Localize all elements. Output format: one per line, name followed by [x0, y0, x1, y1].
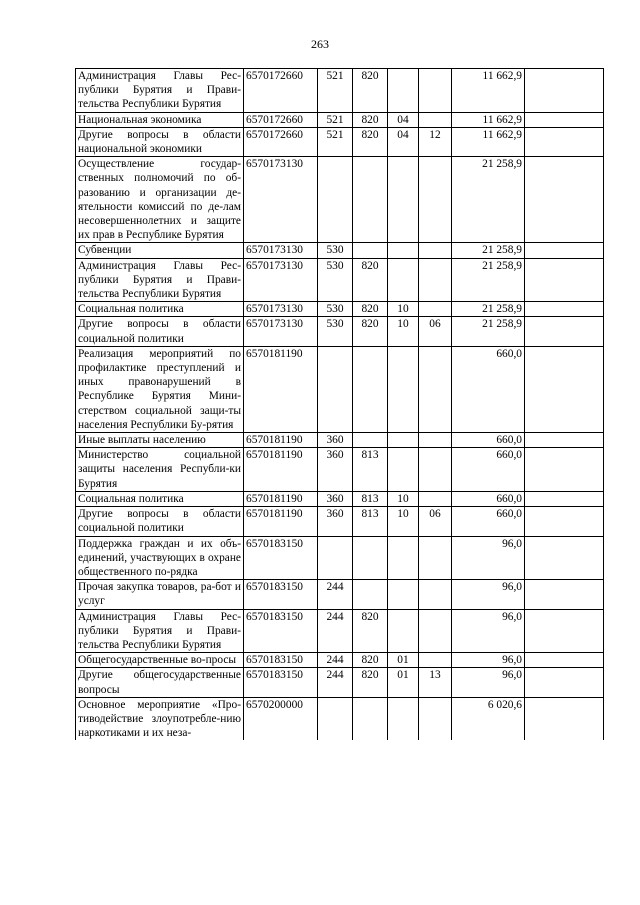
row-grbs-cell: 820 [353, 127, 388, 156]
row-pr-cell [419, 609, 452, 653]
row-code-cell: 6570181190 [244, 507, 318, 536]
row-amount-cell: 96,0 [452, 668, 525, 697]
row-amount-cell: 21 258,9 [452, 157, 525, 243]
row-amount-cell: 96,0 [452, 653, 525, 668]
row-amount-cell: 660,0 [452, 507, 525, 536]
table-row [76, 433, 604, 448]
row-extra-cell [525, 668, 604, 697]
row-code-cell: 6570183150 [244, 609, 318, 653]
row-code-cell: 6570173130 [244, 243, 318, 258]
row-extra-cell [525, 653, 604, 668]
row-extra-cell [525, 243, 604, 258]
row-extra-cell [525, 536, 604, 580]
row-grbs-cell: 820 [353, 69, 388, 113]
row-rz-cell [388, 243, 419, 258]
row-name-cell: Администрация Главы Рес-публики Бурятия и Прави-тельства Республики Бурятия [76, 609, 244, 653]
row-pr-cell: 06 [419, 317, 452, 346]
table-row [76, 258, 604, 302]
row-name-cell: Другие вопросы в области национальной экономики [76, 127, 244, 156]
row-vr-cell: 530 [318, 317, 353, 346]
row-grbs-cell [353, 157, 388, 243]
row-grbs-cell: 820 [353, 668, 388, 697]
row-rz-cell: 10 [388, 317, 419, 346]
row-grbs-cell [353, 243, 388, 258]
page-number: 263 [311, 37, 329, 51]
row-rz-cell: 01 [388, 668, 419, 697]
row-grbs-cell: 820 [353, 653, 388, 668]
row-amount-cell: 660,0 [452, 433, 525, 448]
row-grbs-cell [353, 580, 388, 609]
table-row [76, 536, 604, 580]
row-pr-cell [419, 433, 452, 448]
row-pr-cell [419, 258, 452, 302]
row-name-cell: Поддержка граждан и их объ-единений, участвующих в охране общественного по-рядка [76, 536, 244, 580]
row-rz-cell [388, 448, 419, 492]
table-row [76, 580, 604, 609]
row-amount-cell: 6 020,6 [452, 697, 525, 740]
row-vr-cell: 244 [318, 580, 353, 609]
row-name-cell: Субвенции [76, 243, 244, 258]
row-grbs-cell [353, 433, 388, 448]
row-rz-cell [388, 258, 419, 302]
row-extra-cell [525, 317, 604, 346]
row-vr-cell [318, 346, 353, 432]
row-vr-cell: 521 [318, 127, 353, 156]
row-pr-cell [419, 653, 452, 668]
row-pr-cell [419, 491, 452, 506]
row-pr-cell [419, 536, 452, 580]
row-rz-cell: 04 [388, 112, 419, 127]
row-code-cell: 6570172660 [244, 112, 318, 127]
row-pr-cell [419, 112, 452, 127]
row-extra-cell [525, 609, 604, 653]
row-amount-cell: 21 258,9 [452, 317, 525, 346]
row-rz-cell: 10 [388, 491, 419, 506]
table-row [76, 157, 604, 243]
row-rz-cell [388, 433, 419, 448]
row-name-cell: Прочая закупка товаров, ра-бот и услуг [76, 580, 244, 609]
row-name-cell: Национальная экономика [76, 112, 244, 127]
row-extra-cell [525, 69, 604, 113]
row-vr-cell [318, 157, 353, 243]
row-extra-cell [525, 433, 604, 448]
row-name-cell: Министерство социальной защиты населения Республи-ки Бурятия [76, 448, 244, 492]
row-code-cell: 6570172660 [244, 127, 318, 156]
row-extra-cell [525, 491, 604, 506]
row-grbs-cell: 820 [353, 258, 388, 302]
table-row [76, 302, 604, 317]
row-vr-cell: 360 [318, 491, 353, 506]
row-rz-cell: 10 [388, 507, 419, 536]
row-code-cell: 6570173130 [244, 258, 318, 302]
row-extra-cell [525, 448, 604, 492]
table-row [76, 609, 604, 653]
row-extra-cell [525, 507, 604, 536]
row-extra-cell [525, 258, 604, 302]
row-rz-cell [388, 157, 419, 243]
row-grbs-cell [353, 697, 388, 740]
row-grbs-cell: 813 [353, 507, 388, 536]
row-rz-cell: 04 [388, 127, 419, 156]
row-pr-cell: 12 [419, 127, 452, 156]
row-grbs-cell: 820 [353, 302, 388, 317]
row-name-cell: Социальная политика [76, 302, 244, 317]
row-name-cell: Реализация мероприятий по профилактике преступлений и иных правонарушений в Республике Бурятия Мини-стерством социальной защи-ты населения Республики Бу-рятия [76, 346, 244, 432]
table-row [76, 448, 604, 492]
row-code-cell: 6570173130 [244, 317, 318, 346]
row-extra-cell [525, 127, 604, 156]
row-rz-cell [388, 697, 419, 740]
row-pr-cell [419, 580, 452, 609]
row-grbs-cell: 820 [353, 112, 388, 127]
row-pr-cell [419, 697, 452, 740]
row-vr-cell: 244 [318, 609, 353, 653]
row-code-cell: 6570200000 [244, 697, 318, 740]
row-code-cell: 6570183150 [244, 536, 318, 580]
row-amount-cell: 21 258,9 [452, 302, 525, 317]
row-grbs-cell: 820 [353, 317, 388, 346]
row-rz-cell [388, 580, 419, 609]
table-row [76, 697, 604, 740]
row-rz-cell [388, 69, 419, 113]
table-row [76, 112, 604, 127]
row-name-cell: Осуществление государ-ственных полномочий по об-разованию и организации де-ятельности комиссий по де-лам несовершеннолетних и защите их прав в Республике Бурятия [76, 157, 244, 243]
row-name-cell: Администрация Главы Рес-публики Бурятия и Прави-тельства Республики Бурятия [76, 258, 244, 302]
row-name-cell: Общегосударственные во-просы [76, 653, 244, 668]
row-grbs-cell: 820 [353, 609, 388, 653]
row-code-cell: 6570181190 [244, 433, 318, 448]
row-name-cell: Иные выплаты населению [76, 433, 244, 448]
row-vr-cell: 360 [318, 433, 353, 448]
row-amount-cell: 11 662,9 [452, 112, 525, 127]
row-code-cell: 6570183150 [244, 580, 318, 609]
row-vr-cell: 530 [318, 243, 353, 258]
row-extra-cell [525, 157, 604, 243]
row-pr-cell [419, 69, 452, 113]
row-extra-cell [525, 697, 604, 740]
row-pr-cell: 13 [419, 668, 452, 697]
row-code-cell: 6570172660 [244, 69, 318, 113]
table-row [76, 507, 604, 536]
row-rz-cell [388, 609, 419, 653]
row-vr-cell: 244 [318, 653, 353, 668]
table-row [76, 69, 604, 113]
table-row [76, 668, 604, 697]
row-amount-cell: 21 258,9 [452, 258, 525, 302]
row-vr-cell [318, 536, 353, 580]
row-amount-cell: 96,0 [452, 609, 525, 653]
row-name-cell: Социальная политика [76, 491, 244, 506]
row-code-cell: 6570181190 [244, 346, 318, 432]
row-name-cell: Основное мероприятие «Про-тиводействие злоупотребле-нию наркотиками и их неза- [76, 697, 244, 740]
row-amount-cell: 660,0 [452, 448, 525, 492]
row-name-cell: Другие общегосударственные вопросы [76, 668, 244, 697]
row-code-cell: 6570173130 [244, 302, 318, 317]
row-vr-cell: 360 [318, 448, 353, 492]
row-pr-cell: 06 [419, 507, 452, 536]
row-amount-cell: 11 662,9 [452, 127, 525, 156]
row-name-cell: Администрация Главы Рес-публики Бурятия и Прави-тельства Республики Бурятия [76, 69, 244, 113]
row-extra-cell [525, 580, 604, 609]
row-name-cell: Другие вопросы в области социальной политики [76, 507, 244, 536]
row-code-cell: 6570181190 [244, 491, 318, 506]
row-extra-cell [525, 302, 604, 317]
budget-table [75, 68, 604, 740]
row-grbs-cell: 813 [353, 448, 388, 492]
table-row [76, 243, 604, 258]
row-pr-cell [419, 302, 452, 317]
row-vr-cell [318, 697, 353, 740]
row-amount-cell: 96,0 [452, 536, 525, 580]
row-rz-cell: 10 [388, 302, 419, 317]
table-row [76, 127, 604, 156]
row-vr-cell: 521 [318, 69, 353, 113]
row-pr-cell [419, 157, 452, 243]
row-amount-cell: 96,0 [452, 580, 525, 609]
row-grbs-cell: 813 [353, 491, 388, 506]
row-code-cell: 6570181190 [244, 448, 318, 492]
row-extra-cell [525, 346, 604, 432]
row-pr-cell [419, 243, 452, 258]
table-row [76, 491, 604, 506]
row-vr-cell: 521 [318, 112, 353, 127]
table-body [76, 69, 604, 741]
row-vr-cell: 530 [318, 258, 353, 302]
row-code-cell: 6570183150 [244, 653, 318, 668]
row-pr-cell [419, 346, 452, 432]
row-amount-cell: 21 258,9 [452, 243, 525, 258]
row-rz-cell [388, 346, 419, 432]
row-amount-cell: 660,0 [452, 346, 525, 432]
row-extra-cell [525, 112, 604, 127]
row-rz-cell: 01 [388, 653, 419, 668]
row-vr-cell: 244 [318, 668, 353, 697]
row-rz-cell [388, 536, 419, 580]
table-row [76, 346, 604, 432]
row-amount-cell: 660,0 [452, 491, 525, 506]
row-code-cell: 6570183150 [244, 668, 318, 697]
row-vr-cell: 360 [318, 507, 353, 536]
row-grbs-cell [353, 536, 388, 580]
row-vr-cell: 530 [318, 302, 353, 317]
row-code-cell: 6570173130 [244, 157, 318, 243]
row-name-cell: Другие вопросы в области социальной политики [76, 317, 244, 346]
table-row [76, 653, 604, 668]
row-amount-cell: 11 662,9 [452, 69, 525, 113]
row-grbs-cell [353, 346, 388, 432]
row-pr-cell [419, 448, 452, 492]
table-row [76, 317, 604, 346]
